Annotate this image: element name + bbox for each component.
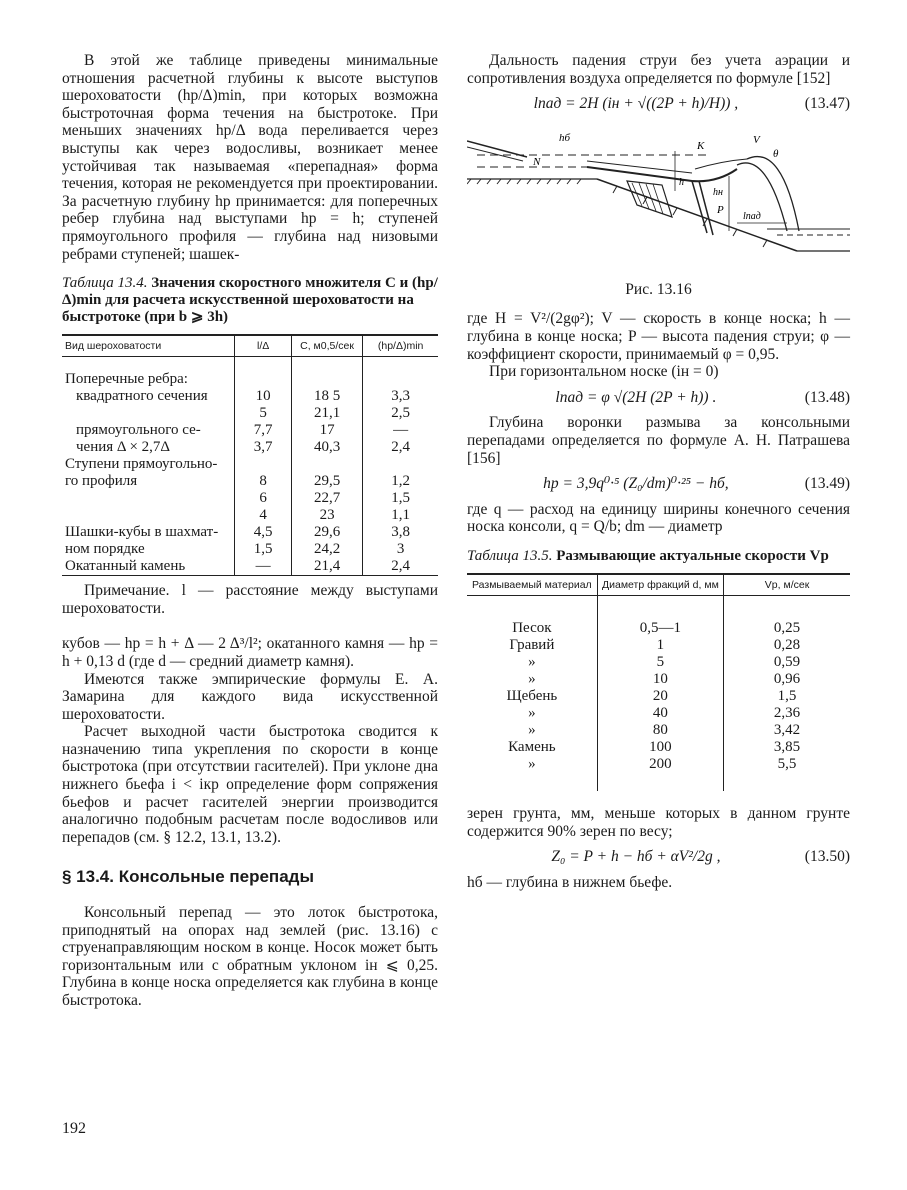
table-13-4-header-hmin: (hр/Δ)min [363, 335, 438, 357]
table-cell: 200 [597, 756, 723, 791]
table-cell: 1,1 [363, 507, 438, 524]
table-cell: 3,3 [363, 388, 438, 405]
table-cell: 3,8 [363, 524, 438, 541]
table-13-5 [467, 573, 850, 791]
table-cell: 0,5—1 [597, 595, 723, 637]
table-cell: прямоугольного се- [76, 422, 201, 439]
table-row [467, 756, 850, 791]
table-cell: 8 [235, 473, 291, 490]
formula-13-48-number: (13.48) [804, 388, 850, 406]
table-cell [363, 456, 438, 473]
table-13-4-header-type: Вид шероховатости [62, 335, 235, 357]
table-cell: ном порядке [65, 541, 145, 558]
table-row [467, 595, 850, 637]
table-cell: 100 [597, 739, 723, 756]
left-column [62, 52, 438, 1010]
table-cell: 5,5 [724, 756, 850, 791]
table-cell: 29,6 [291, 524, 362, 541]
table-cell: Поперечные ребра: [65, 371, 188, 388]
table-row [62, 388, 438, 405]
formula-13-49-number: (13.49) [804, 475, 850, 493]
table-cell: 21,4 [291, 558, 362, 576]
table-cell: 4 [235, 507, 291, 524]
table-13-4-header-l: l/Δ [235, 335, 291, 357]
fig-label-l: lпад [743, 210, 761, 222]
table-13-4-title: Значения скоростного множителя C и (hр/Δ)min для расчета искусственной шероховатости на быстротоке (при b ⩾ 3h) [62, 275, 438, 326]
left-paragraph-1: В этой же таблице приведены минимальные отношения расчетной глубины к высоте выступов шероховатости (hр/Δ)min, при которых возможна быстроточная форма течения на быстротоке. При меньших значениях hр/Δ вода переливается через выступы как через водосливы, возникает менее устойчивая так называемая «перепадная» форма течения, которая не рекомендуется при проектировании. За расчетную глубину hр принимается: для поперечных ребер глубина над выступами hр = h; ступеней прямоугольного профиля — глубина над низовыми ребрами ступеней; шашек- [62, 52, 438, 263]
table-cell [62, 490, 235, 507]
table-13-4-body [62, 357, 438, 576]
table-cell [235, 357, 291, 389]
table-cell: 20 [597, 688, 723, 705]
formula-13-50-expression: Z₀ = P + h − hб + αV²/2g , [551, 848, 721, 866]
formula-13-48-expression: lпад = φ √(2H (2P + h)) . [555, 388, 717, 406]
right-paragraph-5: где q — расход на единицу ширины конечного сечения носка консоли, q = Q/b; dm — диаметр [467, 500, 850, 536]
table-cell: 3 [363, 541, 438, 558]
table-row [62, 507, 438, 524]
table-cell [291, 357, 362, 389]
table-cell: 2,36 [724, 705, 850, 722]
table-cell: 80 [597, 722, 723, 739]
table-cell: 29,5 [291, 473, 362, 490]
table-13-4-header-c: C, м0,5/сек [291, 335, 362, 357]
table-cell: 6 [235, 490, 291, 507]
fig-label-h: h [679, 176, 684, 188]
table-cell: 0,28 [724, 637, 850, 654]
table-row [62, 357, 438, 389]
table-cell: 1,5 [363, 490, 438, 507]
table-cell: Ступени прямоугольно- [65, 456, 218, 473]
fig-label-hn: hн [713, 186, 723, 198]
table-cell: Камень [508, 738, 556, 755]
left-paragraph-4: Расчет выходной части быстротока сводится к назначению типа укрепления по скорости в конце быстротока (при отсутствии гасителей). При уклоне дна нижнего бьефа i < iкр определение форм сопряжения бьефов и расчет гасителей энергии производится аналогично подобным расчетам после водосливов или перепадов (см. § 12.2, 13.1, 13.2). [62, 723, 438, 846]
table-cell: 23 [291, 507, 362, 524]
table-cell: 3,7 [235, 439, 291, 456]
table-cell: 1,5 [235, 541, 291, 558]
section-title: § 13.4. Консольные перепады [62, 867, 314, 887]
table-cell: 4,5 [235, 524, 291, 541]
table-13-4-label: Таблица 13.4. [62, 275, 148, 292]
table-13-4-caption [62, 275, 438, 326]
table-cell [62, 507, 235, 524]
table-13-5-header-velocity: Vр, м/сек [724, 574, 850, 596]
formula-13-49-expression: hр = 3,9q⁰·⁵ (Z₀/dm)⁰·²⁵ − hб, [543, 475, 729, 493]
table-cell: 1 [597, 637, 723, 654]
table-cell: 18 5 [291, 388, 362, 405]
table-cell: 2,5 [363, 405, 438, 422]
table-row [467, 739, 850, 756]
table-row [467, 637, 850, 654]
table-cell: 21,1 [291, 405, 362, 422]
table-cell: » [528, 653, 536, 670]
table-cell: чения Δ × 2,7Δ [76, 439, 171, 456]
table-cell: — [363, 422, 438, 439]
table-row [467, 654, 850, 671]
fig-label-n: N [533, 155, 541, 168]
table-cell: 0,59 [724, 654, 850, 671]
figure-13-16-caption: Рис. 13.16 [625, 280, 692, 298]
table-cell: — [235, 558, 291, 576]
left-paragraph-5: Консольный перепад — это лоток быстротока, приподнятый на опорах над землей (рис. 13.16) с струенаправляющим носком в конце. Носок может быть горизонтальным или с обратным уклоном iн ⩽ 0,25. Глубина в конце носка определяется как глубина в конце быстротока. [62, 904, 438, 1009]
formula-13-47-number: (13.47) [804, 95, 850, 113]
table-cell: 1,5 [724, 688, 850, 705]
table-cell: 17 [291, 422, 362, 439]
table-cell: 24,2 [291, 541, 362, 558]
table-row [467, 688, 850, 705]
table-13-5-body [467, 595, 850, 791]
table-cell: 7,7 [235, 422, 291, 439]
left-paragraph-2: кубов — hр = h + Δ — 2 Δ³/l²; окатанного камня — hр = h + 0,13 d (где d — средний диаметр камня). [62, 635, 438, 670]
right-column [467, 52, 850, 891]
table-cell: 40,3 [291, 439, 362, 456]
table-row [62, 541, 438, 558]
right-paragraph-2: где H = V²/(2gφ²); V — скорость в конце носка; h — глубина в конце носка; P — высота падения струи; φ — коэффициент скорости, принимаемый φ = 0,95. [467, 310, 850, 363]
fig-label-theta: θ [773, 147, 779, 160]
table-row [62, 456, 438, 473]
table-13-5-header-material: Размываемый материал [467, 574, 597, 596]
table-cell: Шашки-кубы в шахмат- [65, 524, 219, 541]
table-13-4-note: Примечание. l — расстояние между выступами шероховатости. [62, 582, 438, 617]
table-row [467, 705, 850, 722]
table-cell: Окатанный камень [65, 558, 186, 575]
table-row [62, 558, 438, 576]
table-13-5-caption [467, 548, 850, 565]
table-cell: 10 [235, 388, 291, 405]
figure-13-16 [467, 121, 850, 271]
table-cell: 40 [597, 705, 723, 722]
table-13-5-header-diameter: Диаметр фракций d, мм [597, 574, 723, 596]
table-cell: го профиля [65, 473, 138, 490]
fig-label-p: P [717, 203, 724, 216]
left-paragraph-3: Имеются также эмпирические формулы Е. А. Замарина для каждого вида искусственной шероховатости. [62, 670, 438, 723]
formula-13-50 [467, 848, 850, 866]
table-cell: квадратного сечения [76, 388, 208, 405]
table-cell: 3,85 [724, 739, 850, 756]
fig-label-v: V [753, 133, 760, 146]
table-13-5-label: Таблица 13.5. [467, 547, 553, 564]
table-row [62, 473, 438, 490]
table-cell: 22,7 [291, 490, 362, 507]
table-row [62, 422, 438, 439]
right-paragraph-1: Дальность падения струи без учета аэрации и сопротивления воздуха определяется по формуле [152] [467, 52, 850, 87]
formula-13-50-number: (13.50) [804, 848, 850, 866]
table-13-4 [62, 334, 438, 576]
formula-13-47 [467, 95, 850, 113]
table-cell: 0,25 [724, 595, 850, 637]
right-paragraph-7: hб — глубина в нижнем бьефе. [467, 873, 673, 891]
table-cell: 5 [235, 405, 291, 422]
table-cell [291, 456, 362, 473]
table-cell: 3,42 [724, 722, 850, 739]
table-cell: 2,4 [363, 439, 438, 456]
table-cell: » [528, 721, 536, 738]
table-cell [363, 357, 438, 389]
table-cell: 5 [597, 654, 723, 671]
table-row [62, 405, 438, 422]
table-row [62, 524, 438, 541]
formula-13-48 [467, 389, 850, 407]
formula-13-47-expression: lпад = 2H (iн + √((2P + h)/H)) , [533, 95, 739, 113]
fig-label-k: K [697, 139, 705, 152]
table-cell: 1,2 [363, 473, 438, 490]
table-cell: Гравий [509, 636, 555, 653]
table-row [62, 439, 438, 456]
table-cell: 0,96 [724, 671, 850, 688]
table-cell: 10 [597, 671, 723, 688]
table-row [467, 671, 850, 688]
right-paragraph-3: При горизонтальном носке (iн = 0) [489, 363, 719, 381]
page-number: 192 [62, 1120, 86, 1137]
fig-label-hb: hб [559, 131, 571, 144]
table-cell: » [528, 704, 536, 721]
right-paragraph-4: Глубина воронки размыва за консольными перепадами определяется по формуле А. Н. Патрашева [156] [467, 414, 850, 467]
table-cell [235, 456, 291, 473]
table-cell: 2,4 [363, 558, 438, 576]
right-paragraph-6: зерен грунта, мм, меньше которых в данном грунте содержится 90% зерен по весу; [467, 804, 850, 840]
formula-13-49 [467, 475, 850, 493]
table-cell: » [528, 755, 536, 772]
table-cell: Щебень [506, 687, 558, 704]
table-cell: Песок [512, 619, 552, 636]
table-cell: » [528, 670, 536, 687]
table-cell [62, 405, 235, 422]
table-row [62, 490, 438, 507]
table-13-5-title: Размывающие актуальные скорости Vр [556, 547, 829, 564]
table-row [467, 722, 850, 739]
